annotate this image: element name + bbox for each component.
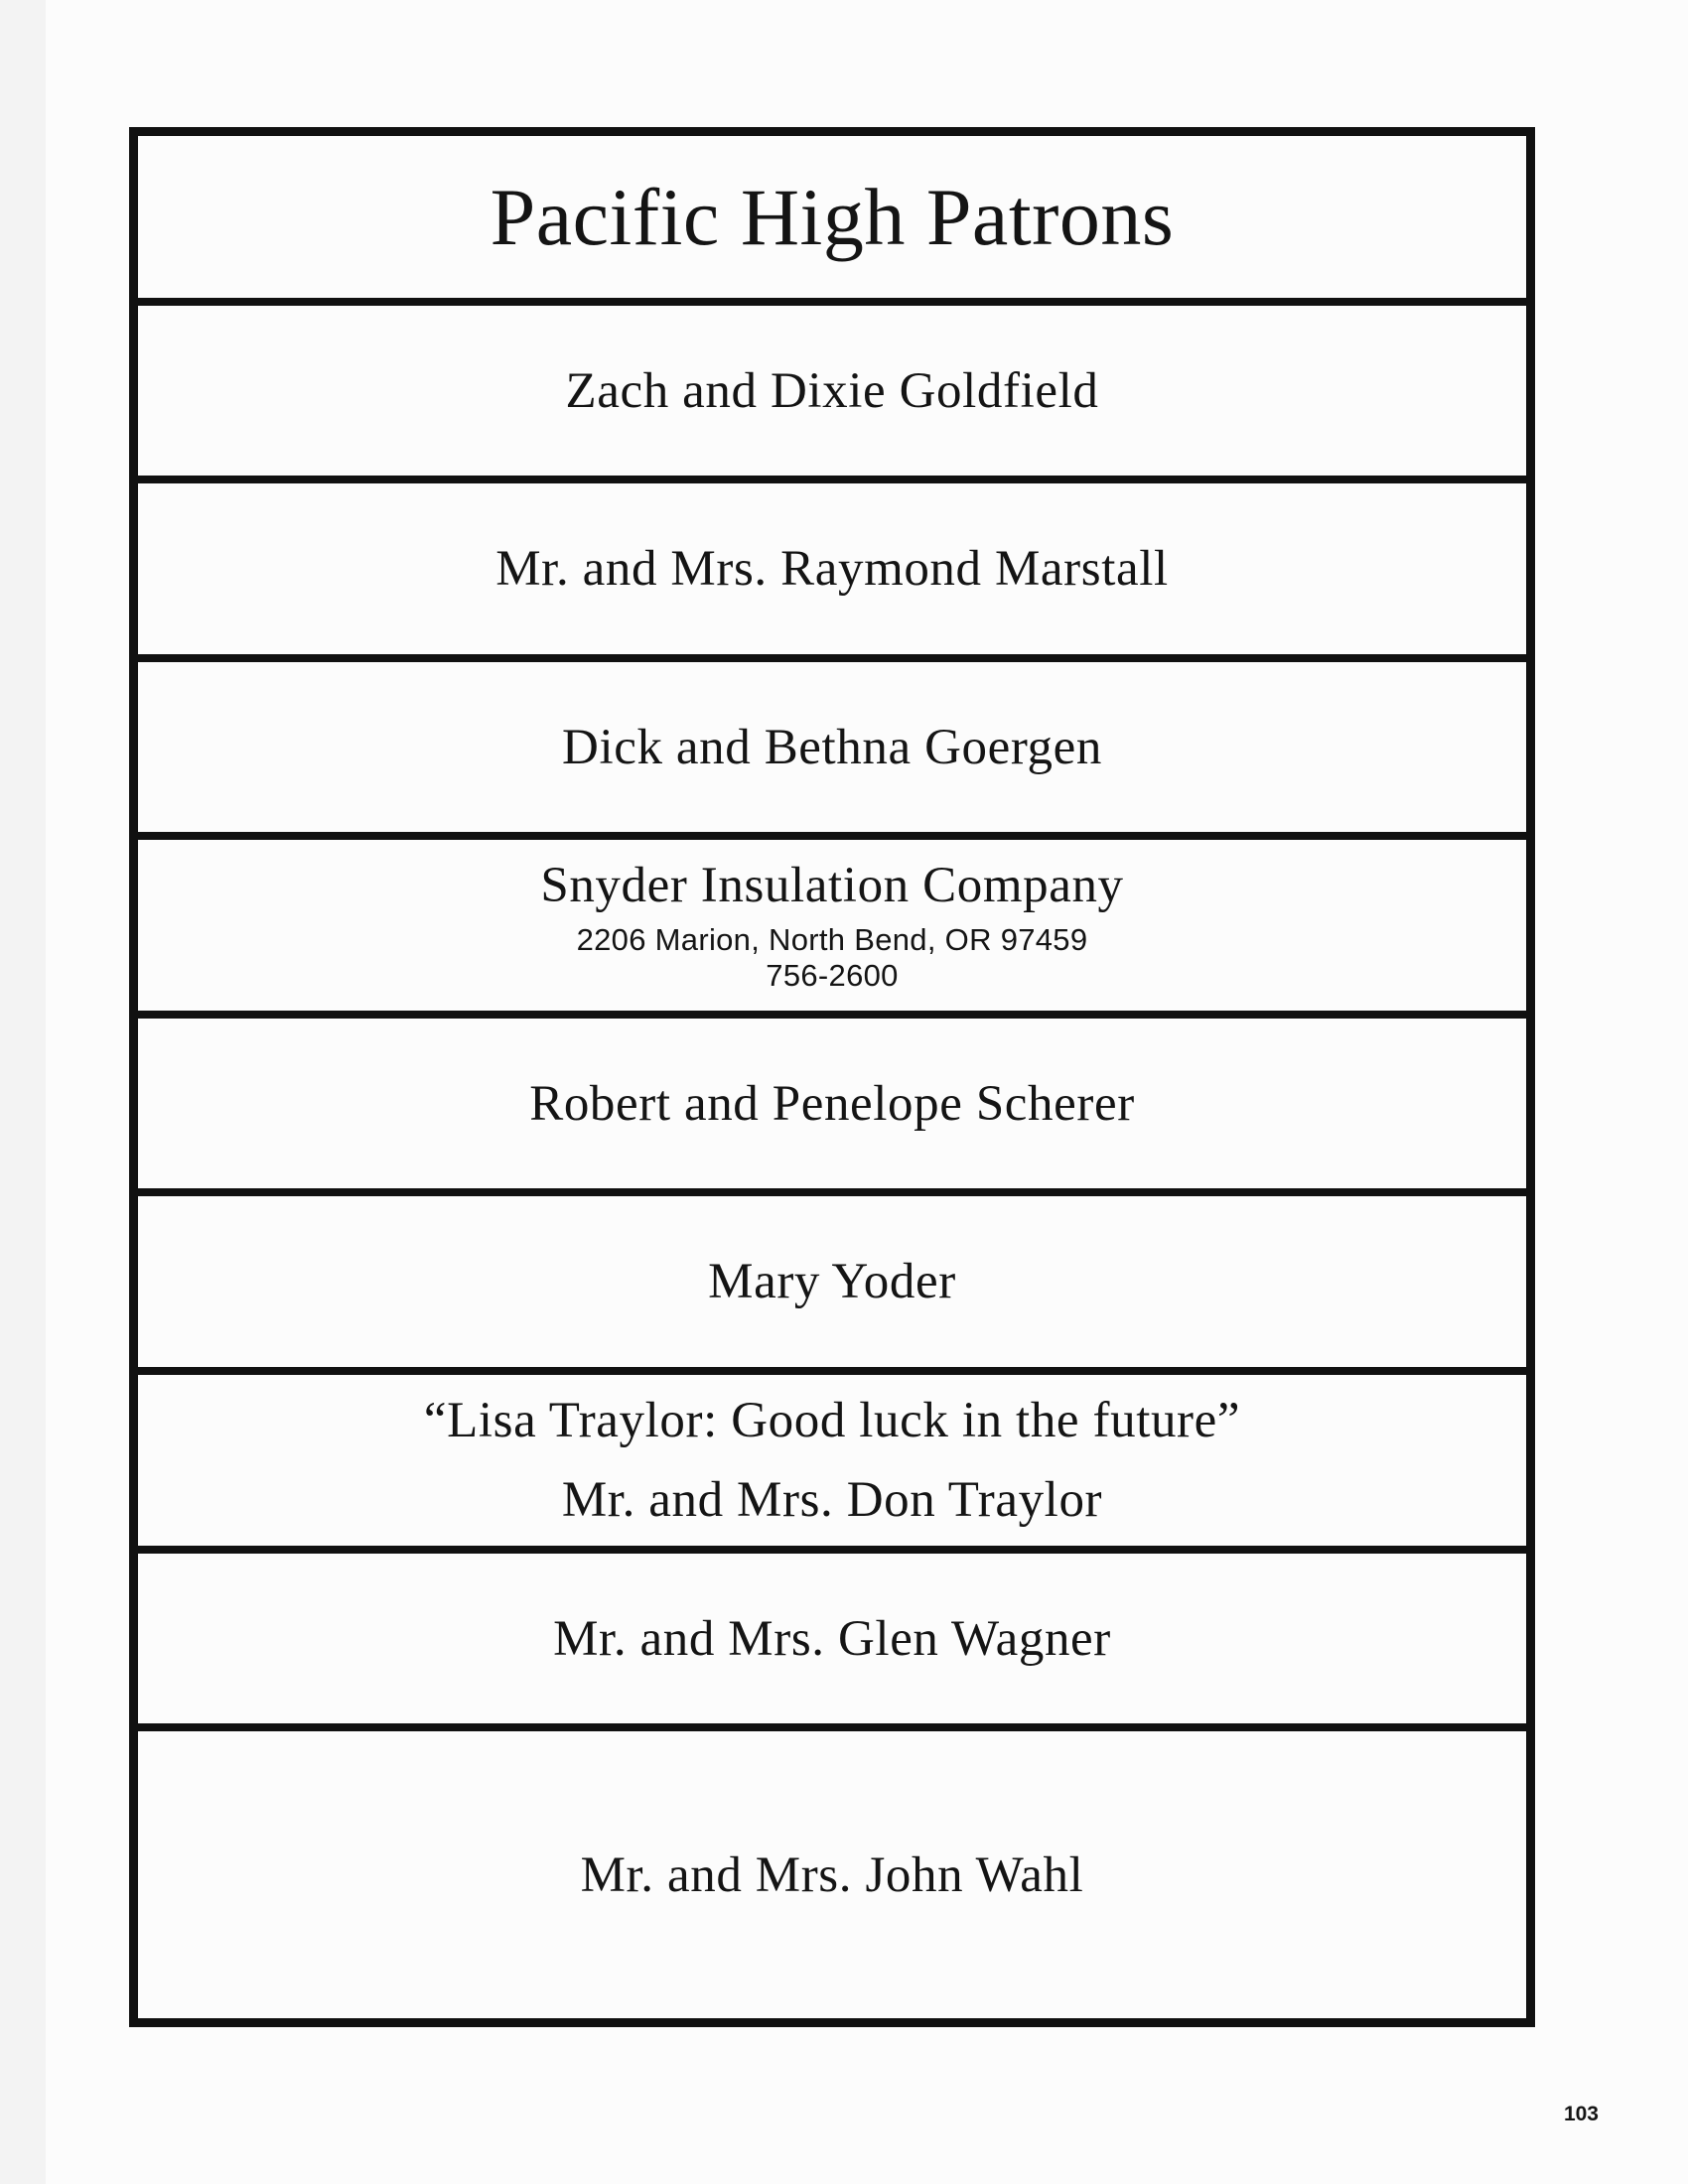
page-number: 103 [1563, 2103, 1599, 2125]
row-divider [138, 832, 1526, 840]
patron-table [129, 127, 1535, 2027]
row-divider [138, 476, 1526, 483]
patron-name: Zach and Dixie Goldfield [565, 362, 1099, 419]
row-divider [138, 1367, 1526, 1375]
business-name: Snyder Insulation Company [540, 858, 1124, 913]
page-title: Pacific High Patrons [490, 171, 1175, 262]
title-cell [138, 136, 1526, 298]
patron-row [138, 1731, 1526, 2018]
patron-name: Mary Yoder [708, 1254, 956, 1309]
business-phone: 756-2600 [766, 958, 899, 993]
patron-row [138, 1019, 1526, 1188]
patron-row [138, 306, 1526, 476]
patron-name: Robert and Penelope Scherer [529, 1075, 1135, 1132]
patron-row-business [138, 840, 1526, 1011]
patron-name: Mr. and Mrs. John Wahl [580, 1846, 1084, 1903]
page-edge-shadow [0, 0, 46, 2184]
row-divider [138, 1546, 1526, 1554]
patron-message: “Lisa Traylor: Good luck in the future” [423, 1393, 1241, 1448]
patron-row-message [138, 1375, 1526, 1546]
patron-name: Dick and Bethna Goergen [562, 719, 1102, 775]
patron-row [138, 483, 1526, 654]
patron-row [138, 662, 1526, 832]
patron-row [138, 1196, 1526, 1367]
patron-row [138, 1554, 1526, 1723]
row-divider [138, 654, 1526, 662]
row-divider [138, 1723, 1526, 1731]
business-address: 2206 Marion, North Bend, OR 97459 [576, 922, 1088, 957]
patron-name: Mr. and Mrs. Glen Wagner [553, 1610, 1111, 1667]
patron-name: Mr. and Mrs. Don Traylor [561, 1472, 1103, 1528]
row-divider [138, 298, 1526, 306]
row-divider [138, 1011, 1526, 1019]
patron-name: Mr. and Mrs. Raymond Marstall [495, 541, 1169, 597]
row-divider [138, 1188, 1526, 1196]
